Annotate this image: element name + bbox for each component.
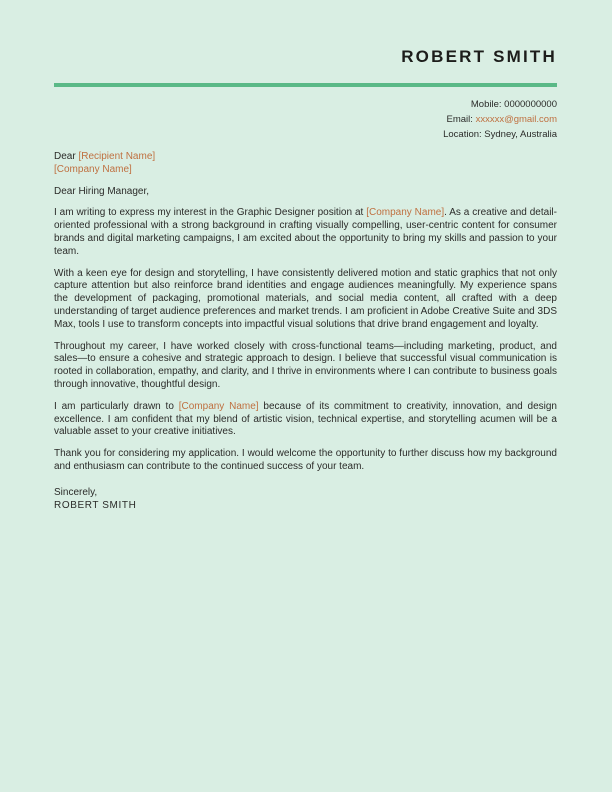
contact-email-row [54, 112, 557, 127]
signature-name: ROBERT SMITH [54, 499, 137, 511]
email-value: xxxxxx@gmail.com [475, 114, 557, 125]
closing-line: Sincerely, [54, 486, 98, 498]
email-label: Email: [446, 114, 476, 125]
paragraph-motivation-text-after: because of its commitment to creativity, innovation, and design excellence. I am confident that my blend of artistic vision, technical expertise, and storytelling acumen will be a valuable asset to your creative initiatives. [54, 400, 557, 438]
paragraph-intro-text-after: . As a creative and detail-oriented professional with a strong background in crafting visually compelling, user-centric content for consumer brands and digital marketing campaigns, I am excited about the opportunity to bring my skills and passion to your team. [54, 207, 557, 257]
paragraph-intro [54, 207, 557, 258]
company-name-placeholder: [Company Name] [54, 163, 132, 175]
paragraph-collaboration: Throughout my career, I have worked closely with cross-functional teams—including marketing, product, and sales—to ensure a cohesive and strategic approach to design. I believe that successful visual communication is rooted in collaboration, empathy, and clarity, and I thrive in environments where I can contribute to business goals through innovative, thoughtful design. [54, 340, 557, 390]
location-label: Location: [443, 129, 485, 140]
contact-block [54, 97, 557, 142]
closing-block [54, 487, 557, 513]
salutation-line: Dear Hiring Manager, [54, 185, 150, 197]
mobile-label: Mobile: [470, 99, 505, 110]
greeting-prefix: Dear [54, 151, 79, 162]
mobile-value: 0000000000 [504, 99, 557, 110]
letter-body [54, 151, 557, 512]
paragraph-intro-text-before: I am writing to express my interest in the Graphic Designer position at [54, 207, 367, 219]
recipient-name-placeholder: [Recipient Name] [78, 151, 156, 162]
page-title: ROBERT SMITH [401, 47, 557, 66]
recipient-greeting-line [54, 151, 557, 164]
header-divider [54, 83, 557, 87]
contact-location-row [54, 127, 557, 142]
company-name-placeholder: [Company Name] [366, 207, 445, 219]
paragraph-experience: With a keen eye for design and storytelling, I have consistently delivered motion and static graphics that not only capture attention but also reinforce brand identities and engage audiences meaningfully. My experience spans the development of packaging, promotional materials, and social media content, all crafted with a deep understanding of target audience preferences and market trends. I am proficient in Adobe Creative Suite and 3DS Max, tools I use to transform concepts into impactful visual solutions that drive brand engagement and loyalty. [54, 267, 557, 330]
contact-mobile-row [54, 97, 557, 112]
paragraph-motivation [54, 401, 557, 439]
paragraph-thanks: Thank you for considering my application. I would welcome the opportunity to further discuss how my background and enthusiasm can contribute to the continued success of your team. [54, 448, 557, 472]
company-name-line [54, 164, 557, 177]
location-value: Sydney, Australia [484, 129, 557, 140]
company-name-placeholder: [Company Name] [178, 400, 259, 412]
paragraph-motivation-text-before: I am particularly drawn to [54, 400, 179, 412]
